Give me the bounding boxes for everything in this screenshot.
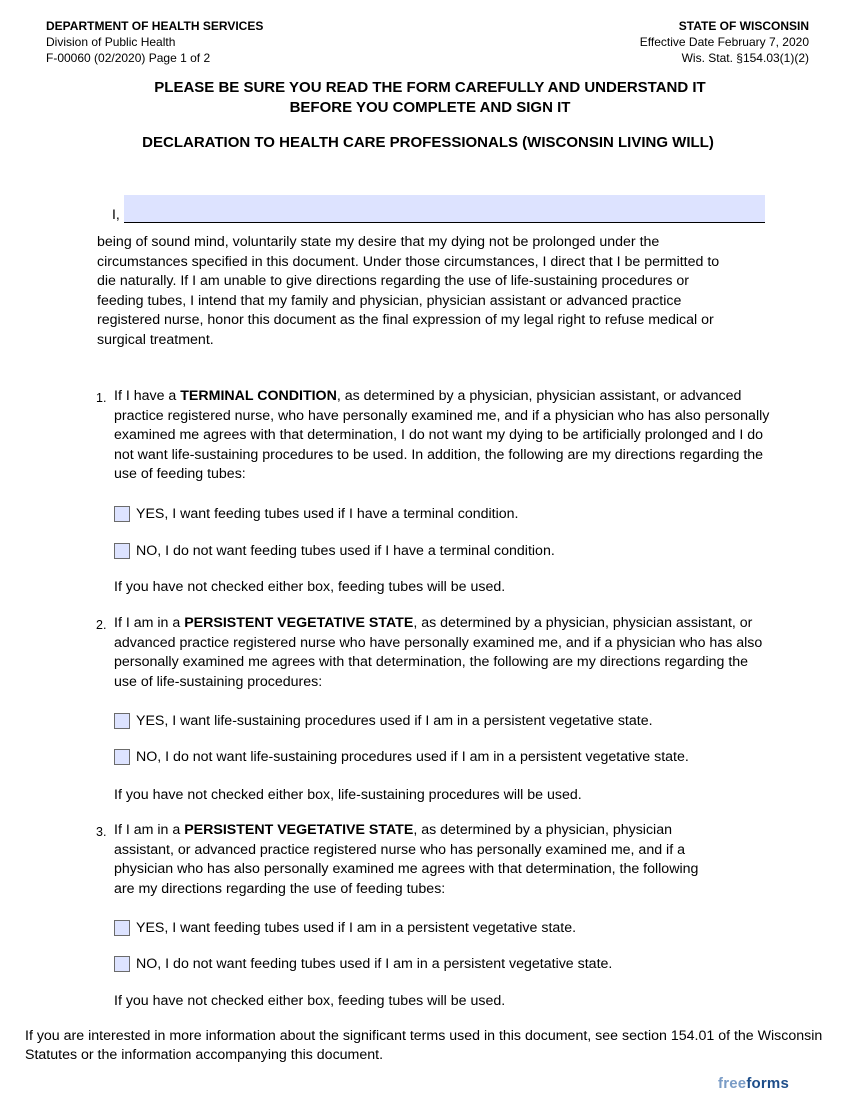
item-rest: , as determined by a physician, physician assistant, or advanced practice registered nurse, who have personally examined me, and if a physician who has also personally examined me agrees with that determination, I do not want my dying to be artificially prolonged and I do not want life-sustaining procedures to be used. In addition, the following are my directions regarding the use of feeding tubes: [114,388,770,483]
form-id: F-00060 (02/2020) Page 1 of 2 [46,51,211,65]
item-1-no-label: NO, I do not want feeding tubes used if I have a terminal condition. [136,543,555,559]
division-name: Division of Public Health [46,35,176,49]
footer-info: If you are interested in more information about the significant terms used in this document, see section 154.01 of the Wisconsin Statutes or the information accompanying this document. [25,1028,823,1063]
item-2-no-option[interactable] [114,748,689,766]
item-term: PERSISTENT VEGETATIVE STATE [184,822,414,838]
notice-line-2: BEFORE YOU COMPLETE AND SIGN IT [289,99,571,116]
item-2-yes-option[interactable] [114,712,653,730]
read-notice [0,78,860,118]
item-1-yes-option[interactable] [114,505,519,523]
item-number: 3. [96,825,107,839]
effective-date: Effective Date February 7, 2020 [639,35,809,49]
item-rest: , as determined by a physician, physician assistant, or advanced practice registered nurse who have personally examined me, and if a physician who has also personally examined me agrees with that determination, the following are my directions regarding the use of life-sustaining procedures: [114,615,763,690]
item-term: PERSISTENT VEGETATIVE STATE [184,615,414,631]
item-3-no-checkbox[interactable] [114,956,130,972]
item-1-no-option[interactable] [114,542,555,560]
item-text [114,614,766,692]
state-name: STATE OF WISCONSIN [678,19,809,33]
notice-line-1: PLEASE BE SURE YOU READ THE FORM CAREFULLY AND UNDERSTAND IT [154,79,706,96]
item-text [114,821,709,899]
form-title: DECLARATION TO HEALTH CARE PROFESSIONALS (WISCONSIN LIVING WILL) [142,134,714,151]
item-3-no-label: NO, I do not want feeding tubes used if I am in a persistent vegetative state. [136,956,613,972]
item-2-yes-label: YES, I want life-sustaining procedures used if I am in a persistent vegetative state. [136,713,653,729]
department-name: DEPARTMENT OF HEALTH SERVICES [46,19,264,33]
item-2-no-checkbox[interactable] [114,749,130,765]
intro-paragraph: being of sound mind, voluntarily state my desire that my dying not be prolonged under the circumstances specified in this document. Under those circumstances, I direct that I be permitted to die naturally. If I am unable to give directions regarding the use of life-sustaining procedures or feeding tubes, I intend that my family and physician, physician assistant or advanced practice registered nurse, honor this document as the final expression of my legal right to refuse medical or surgical treatment. [97,234,720,348]
item-3-yes-option[interactable] [114,919,576,937]
item-number: 2. [96,618,107,632]
item-lead: If I am in a [114,822,185,838]
item-1-no-checkbox[interactable] [114,543,130,559]
item-3-yes-checkbox[interactable] [114,920,130,936]
item-3-no-option[interactable] [114,955,612,973]
brand-free: free [718,1075,747,1092]
item-2-no-label: NO, I do not want life-sustaining procedures used if I am in a persistent vegetative state. [136,749,689,765]
item-text [114,387,776,485]
brand-forms: forms [746,1075,790,1092]
item-1-yes-label: YES, I want feeding tubes used if I have a terminal condition. [136,506,519,522]
item-2-note: If you have not checked either box, life-sustaining procedures will be used. [114,787,582,803]
freeforms-logo [718,1075,789,1092]
declarant-name-row [112,195,767,225]
header-right [640,18,809,66]
item-3-note: If you have not checked either box, feeding tubes will be used. [114,993,506,1009]
item-1-yes-checkbox[interactable] [114,506,130,522]
item-1-note: If you have not checked either box, feeding tubes will be used. [114,579,506,595]
statute-ref: Wis. Stat. §154.03(1)(2) [681,51,809,65]
item-rest: , as determined by a physician, physician assistant, or advanced practice registered nurse who has personally examined me, and if a physician who has also personally examined me agrees with that determination, the following are my directions regarding the use of feeding tubes: [114,822,699,897]
header-left [46,18,263,66]
item-term: TERMINAL CONDITION [180,388,337,404]
declarant-name-input[interactable] [124,195,765,223]
item-lead: If I have a [114,388,181,404]
item-3-yes-label: YES, I want feeding tubes used if I am in a persistent vegetative state. [136,920,577,936]
item-lead: If I am in a [114,615,185,631]
item-number: 1. [96,391,107,405]
item-2-yes-checkbox[interactable] [114,713,130,729]
name-prefix: I, [112,206,120,222]
